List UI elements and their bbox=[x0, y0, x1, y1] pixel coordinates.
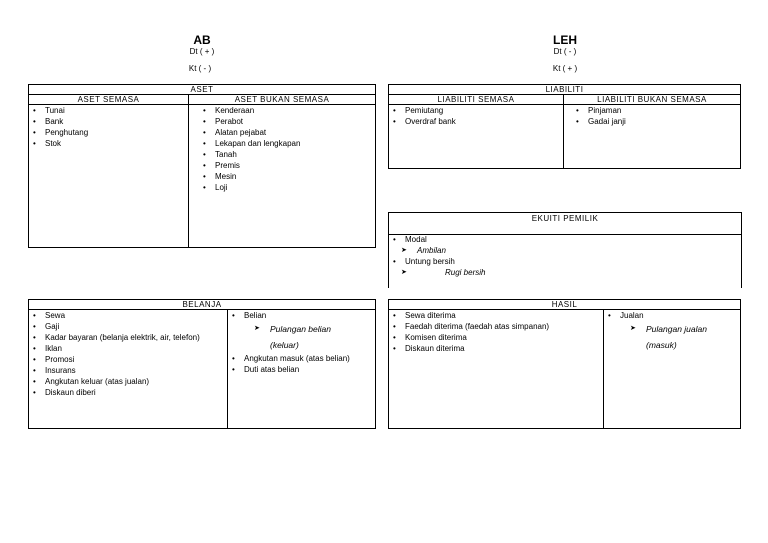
hasil-header: HASIL bbox=[389, 300, 741, 310]
ab-debit: Dt ( + ) bbox=[189, 47, 215, 56]
aset-bukan-semasa-cell bbox=[189, 105, 376, 248]
liabiliti-header: LIABILITI bbox=[389, 85, 741, 95]
liabiliti-semasa-header: LIABILITI SEMASA bbox=[389, 95, 564, 105]
list-item: • Insurans bbox=[45, 365, 227, 376]
list-item: • Modal bbox=[405, 234, 741, 245]
hasil-sub-cont: (masuk) bbox=[646, 340, 677, 350]
leh-credit: Kt ( + ) bbox=[552, 64, 578, 73]
list-item: • Stok bbox=[45, 138, 188, 149]
belanja-sub-cont: (keluar) bbox=[270, 340, 299, 350]
list-item: • Alatan pejabat bbox=[215, 127, 375, 138]
leh-title: LEH bbox=[553, 33, 577, 47]
list-item: • Jualan bbox=[620, 310, 740, 321]
aset-semasa-header: ASET SEMASA bbox=[29, 95, 189, 105]
hasil-left-cell bbox=[389, 310, 604, 429]
list-item: • Pinjaman bbox=[588, 105, 740, 116]
list-item: • Mesin bbox=[215, 171, 375, 182]
list-item: • Sewa bbox=[45, 310, 227, 321]
ab-credit: Kt ( - ) bbox=[188, 64, 212, 73]
aset-header: ASET bbox=[29, 85, 376, 95]
ekuiti-sub-ambilan: ➤ Ambilan bbox=[389, 245, 741, 256]
list-item: • Lekapan dan lengkapan bbox=[215, 138, 375, 149]
list-item: • Premis bbox=[215, 160, 375, 171]
list-item: • Loji bbox=[215, 182, 375, 193]
list-item: • Kenderaan bbox=[215, 105, 375, 116]
list-item: • Tanah bbox=[215, 149, 375, 160]
list-item: • Kadar bayaran (belanja elektrik, air, telefon) bbox=[45, 332, 227, 343]
ekuiti-header: EKUITI PEMILIK bbox=[388, 212, 742, 235]
list-item: • Angkutan masuk (atas belian) bbox=[244, 353, 375, 364]
list-item: • Gaji bbox=[45, 321, 227, 332]
aset-table bbox=[28, 84, 376, 248]
belanja-table bbox=[28, 299, 376, 429]
list-item: • Belian bbox=[244, 310, 375, 321]
leh-debit: Dt ( - ) bbox=[553, 47, 577, 56]
list-item: • Promosi bbox=[45, 354, 227, 365]
hasil-table bbox=[388, 299, 741, 429]
list-item: • Perabot bbox=[215, 116, 375, 127]
list-item: • Komisen diterima bbox=[405, 332, 603, 343]
liabiliti-semasa-cell bbox=[389, 105, 564, 169]
list-item: • Diskaun diberi bbox=[45, 387, 227, 398]
belanja-header: BELANJA bbox=[29, 300, 376, 310]
list-item: • Bank bbox=[45, 116, 188, 127]
aset-bukan-semasa-header: ASET BUKAN SEMASA bbox=[189, 95, 376, 105]
ab-title: AB bbox=[193, 33, 211, 47]
list-item: • Diskaun diterima bbox=[405, 343, 603, 354]
liabiliti-bukan-semasa-cell bbox=[564, 105, 741, 169]
list-item: • Tunai bbox=[45, 105, 188, 116]
list-item: • Overdraf bank bbox=[405, 116, 563, 127]
list-item: • Gadai janji bbox=[588, 116, 740, 127]
ekuiti-body bbox=[388, 233, 742, 288]
list-item: • Pemiutang bbox=[405, 105, 563, 116]
list-item: • Untung bersih bbox=[405, 256, 741, 267]
list-item: • Sewa diterima bbox=[405, 310, 603, 321]
list-item: • Angkutan keluar (atas jualan) bbox=[45, 376, 227, 387]
belanja-right-cell bbox=[228, 310, 376, 429]
aset-semasa-cell bbox=[29, 105, 189, 248]
list-item: • Iklan bbox=[45, 343, 227, 354]
hasil-sub-pulangan: ➤ Pulangan jualan bbox=[604, 321, 740, 337]
liabiliti-bukan-semasa-header: LIABILITI BUKAN SEMASA bbox=[564, 95, 741, 105]
hasil-right-cell bbox=[604, 310, 741, 429]
belanja-left-cell bbox=[29, 310, 228, 429]
list-item: • Penghutang bbox=[45, 127, 188, 138]
ekuiti-sub-rugi: ➤ Rugi bersih bbox=[389, 267, 741, 278]
list-item: • Faedah diterima (faedah atas simpanan) bbox=[405, 321, 603, 332]
belanja-sub-pulangan: ➤ Pulangan belian bbox=[228, 321, 375, 337]
liabiliti-table bbox=[388, 84, 741, 169]
list-item: • Duti atas belian bbox=[244, 364, 375, 375]
